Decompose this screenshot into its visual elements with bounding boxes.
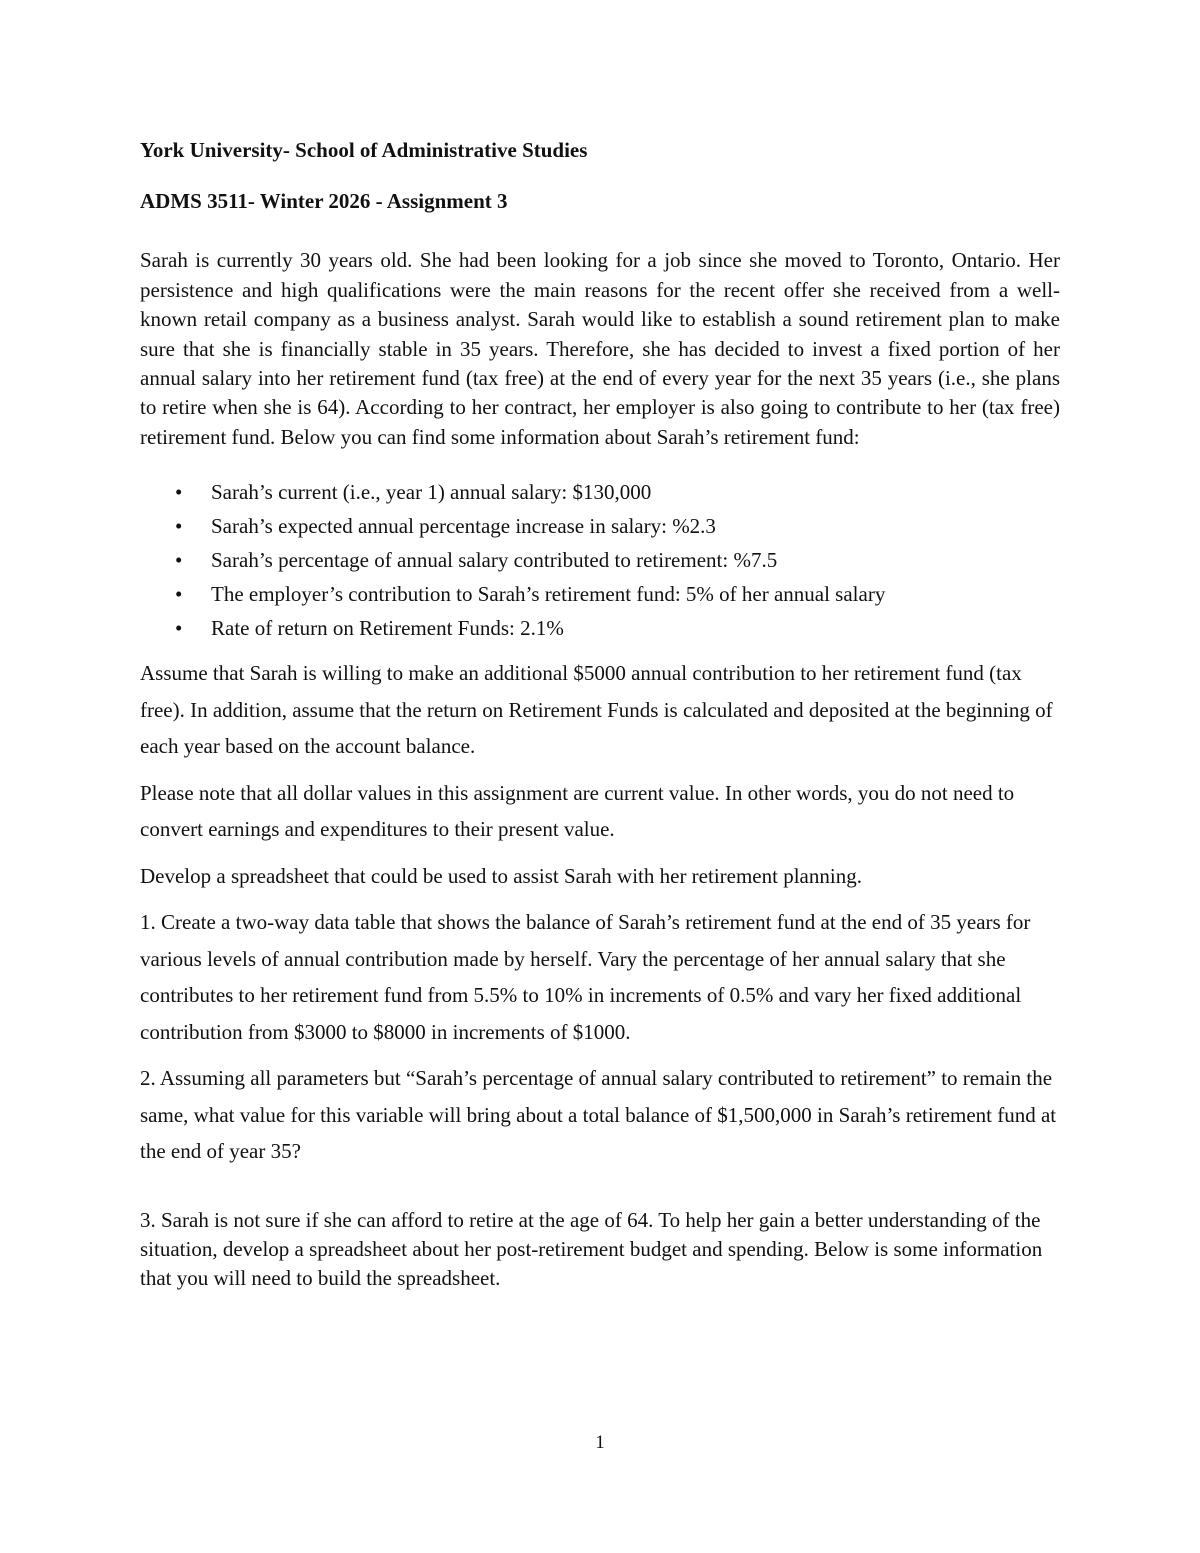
university-heading: York University- School of Administrative Studies <box>140 138 588 162</box>
develop-paragraph: Develop a spreadsheet that could be used to assist Sarah with her retirement planning. <box>140 863 862 888</box>
bullet-icon: • <box>175 548 183 573</box>
question-2: 2. Assuming all parameters but “Sarah’s percentage of annual salary contributed to retirement” to remain the same, what value for this variable will bring about a total balance of $1,500,000 in Sarah’s retirement fund at the end of year 35? <box>140 1066 1057 1164</box>
list-item: • Sarah’s current (i.e., year 1) annual salary: $130,000 <box>140 475 1060 509</box>
list-item: • Sarah’s percentage of annual salary contributed to retirement: %7.5 <box>140 543 1060 577</box>
document-page <box>140 138 1060 1293</box>
list-item: • The employer’s contribution to Sarah’s retirement fund: 5% of her annual salary <box>140 577 1060 611</box>
bullet-icon: • <box>175 616 183 641</box>
course-heading: ADMS 3511- Winter 2026 - Assignment 3 <box>140 189 508 214</box>
intro-paragraph: Sarah is currently 30 years old. She had been looking for a job since she moved to Toronto, Ontario. Her persistence and high qualifications were the main reasons for the recent offer she received from a well-known retail company as a business analyst. Sarah would like to establish a sound retirement plan to make sure that she is financially stable in 35 years. Therefore, she has decided to invest a fixed portion of her annual salary into her retirement fund (tax free) at the end of every year for the next 35 years (i.e., she plans to retire when she is 64). According to her contract, her employer is also going to contribute to her (tax free) retirement fund. Below you can find some information about Sarah’s retirement fund: <box>140 248 1060 449</box>
bullet-icon: • <box>175 514 183 539</box>
list-item: • Rate of return on Retirement Funds: 2.1% <box>140 611 1060 645</box>
fund-info-list <box>140 475 1060 645</box>
question-1: 1. Create a two-way data table that shows the balance of Sarah’s retirement fund at the end of 35 years for various levels of annual contribution made by herself. Vary the percentage of her annual salary that she contributes to her retirement fund from 5.5% to 10% in increments of 0.5% and vary her fixed additional contribution from $3000 to $8000 in increments of $1000. <box>140 910 1031 1044</box>
bullet-icon: • <box>175 480 183 505</box>
question-3: 3. Sarah is not sure if she can afford to retire at the age of 64. To help her gain a better understanding of the situation, develop a spreadsheet about her post-retirement budget and spending. Below is some information that you will need to build the spreadsheet. <box>140 1207 1043 1290</box>
page-number: 1 <box>595 1432 605 1453</box>
list-item: • Sarah’s expected annual percentage increase in salary: %2.3 <box>140 509 1060 543</box>
note-paragraph: Please note that all dollar values in this assignment are current value. In other words, you do not need to convert earnings and expenditures to their present value. <box>140 780 1015 842</box>
assumption-paragraph: Assume that Sarah is willing to make an additional $5000 annual contribution to her retirement fund (tax free). In addition, assume that the return on Retirement Funds is calculated and deposited at the beginning of each year based on the account balance. <box>140 661 1053 759</box>
bullet-icon: • <box>175 582 183 607</box>
